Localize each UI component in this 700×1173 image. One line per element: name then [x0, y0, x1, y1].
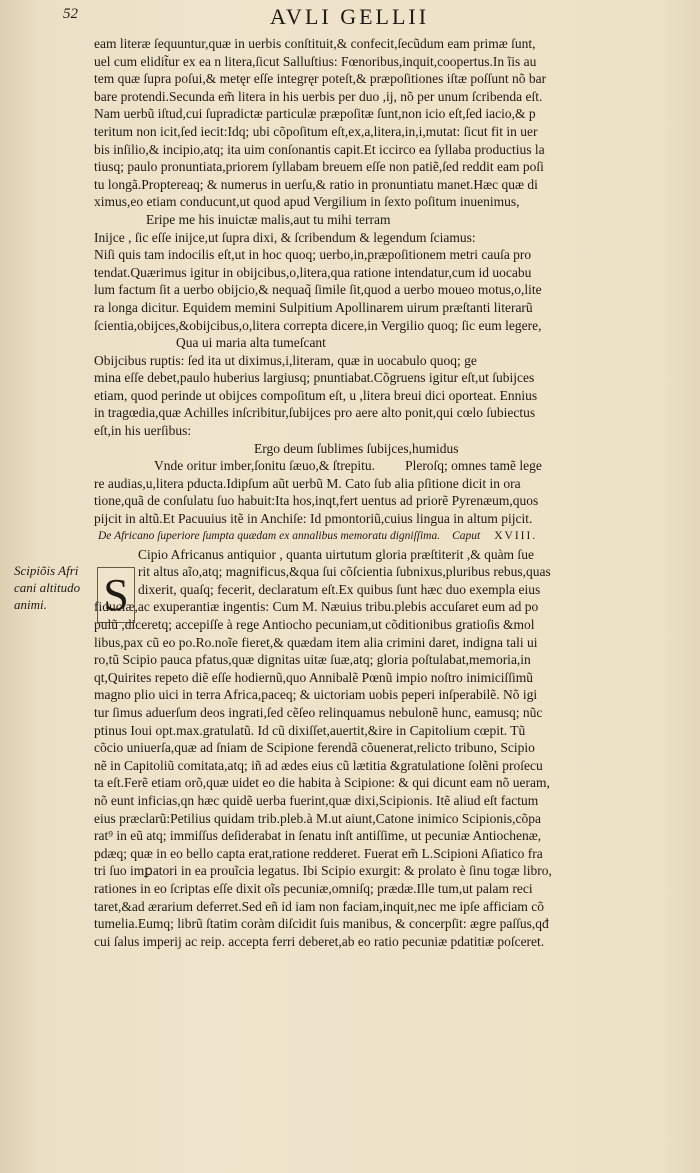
text-line: cõcio uniuerſa,quæ ad ſniam de Scipione ferendã cõuenerat,relicto tribuno, Scipio	[94, 740, 535, 756]
paragraph-f	[94, 598, 666, 950]
text-line: in tragœdia,quæ Achilles inſcribitur,ſubijces pro aere alto ponit,qui cœlo ſubiectus	[94, 405, 536, 421]
chapter-number: XVIII.	[494, 529, 538, 542]
text-line: tione,quã de conſulatu ſuo habuit:Ita hos,inqt,fert uentus ad priorẽ Pyrenæum,quos	[94, 493, 539, 509]
chapter-title: De Africano ſuperiore ſumpta quædam ex annalibus memoratu digniſſima.	[98, 529, 441, 542]
page-number: 52	[63, 6, 78, 22]
text-line: eam literæ ſequuntur,quæ in uerbis conſtituit,& confecit,ſecũdum eam primæ ſunt,	[94, 36, 536, 51]
text-line: dixerit, quaſq; fecerit, declaratum eſt.Ex quibus ſunt hæc duo exempla eius	[138, 581, 541, 597]
text-line: tri ſuo imꝑatori in ea prouĩcia legatus. Ibi Scipio exurgit: & prolato è ſinu togæ libro,	[94, 863, 552, 879]
verse-line	[94, 457, 666, 475]
text-line: nõ eunt inficias,qn hæc quidẽ uerba fuerint,quæ dixi,Scipionis. Itẽ aliud eſt factum	[94, 792, 539, 808]
drop-cap-letter: S	[103, 569, 129, 620]
verse-line: Eripe me his inuictæ malis,aut tu mihi terram	[146, 211, 391, 227]
text-line: Cipio Africanus antiquior , quanta uirtutum gloria præſtiterit ,& quàm ſue	[138, 546, 534, 562]
text-line: libus,pax cũ eo po.Ro.noĩe fieret,& quædam item alia crimini daret, indigna tali ui	[94, 634, 538, 650]
running-head: AVLI GELLII	[270, 4, 430, 29]
margin-note-line: Scipiõis Afri	[14, 563, 79, 578]
text-line: lum factum ſit a uerbo obijcio,& nequaq̃ ſimile ſit,quod a uerbo moueo motus,o,lite	[94, 282, 542, 298]
text-line: tu longã.Proptereaq; & numerus in uerſu,& ratio in pronuntiatu manet.Hæc quæ di	[94, 176, 538, 192]
margin-note-line: cani altitudo	[14, 580, 81, 595]
text-line: cui ſalus imperij ac reip. accepta ferri deberet,ab eo ratio pecuniæ pdatitiæ poſceret.	[94, 933, 545, 949]
text-line: tiusq; paulo pronuntiata,priorem ſyllabam breuem eſſe non patiẽ,ſed reddit eam poſi	[94, 159, 544, 175]
text-line: ptinus Ioui opt.max.gratulatũ. Id cũ dixiſſet,auertit,&ire in Capitolium cœpit. Tũ	[94, 722, 526, 738]
text-line: pijcit in altũ.Et Pacuuius itẽ in Anchiſe: Id pmontoriũ,cuius lingua in altum pijcit.	[94, 511, 533, 527]
verse-continuation: Pleroſq; omnes tamẽ lege	[405, 458, 542, 474]
text-line: tur ſimus aduerſum deos ingrati,ſed cẽſeo relinquamus nebulonẽ hunc, eamusq; nũc	[94, 704, 543, 720]
text-line: re audias,u,litera pducta.Idipſum aũt uerbũ M. Cato ſub alia pſitione dicit in ora	[94, 475, 521, 491]
text-line: taret,&ad ærarium deferret.Sed eñ id iam non faciam,inquit,nec me ipſe afficiam cõ	[94, 898, 544, 914]
text-line: uel cum elidit̃ur ex ea n litera,ſicut Salluſtius: Fœnoribus,inquit,coopertus.In ĩis au	[94, 53, 537, 69]
text-line: teritum non icit,ſed iecit:Idq; ubi cõpoſitum eſt,ex,a,litera,in,i,mutat: ſicut fit in uer	[94, 123, 538, 139]
text-line: fiduciæ,ac exuperantiæ ingentis: Cum M. Næuius tribu.plebis accuſaret eum ad po	[94, 599, 539, 615]
text-line: magno plio uici in terra Africa,paceq; & uictoriam uobis peperi inſperabilẽ. Nõ igi	[94, 687, 538, 703]
text-line: ſcientia,obijces,&obijcibus,o,litera correpta dicere,in Vergilio quoq; ſic eum legere,	[94, 317, 542, 333]
text-line: eſt,in his uerſibus:	[94, 423, 192, 439]
main-text	[94, 35, 666, 950]
text-line: ra longa dicitur. Equidem memini Sulpitium Apollinarem uirum præſtanti literarũ	[94, 299, 533, 315]
text-line: Nam uerbũ iſtud,cui ſupradictæ particulæ præpoſitæ ſunt,non icio eſt,ſed iacio,& p	[94, 106, 536, 122]
text-line: etiam, quod perinde ut obijces compoſitum eſt, u ,litera breui dici oporteat. Ennius	[94, 387, 538, 403]
text-line: bare protendi.Secunda em̃ litera in his uerbis per duo ,ij, nõ per unum ſcribenda eſt.	[94, 88, 543, 104]
text-line: rat⁹ in eũ atq; immiſſus deſiderabat in ſenatu inſt antiſſime, ut pecuniæ Antiochenæ,	[94, 828, 542, 844]
chapter-caput: Caput	[452, 529, 481, 542]
paragraph-e	[94, 546, 666, 599]
text-line: tumelia.Eumq; librũ ſtatim coràm diſcidit ſuis manibus, & concerpſit: ægre paſſus,qđ	[94, 916, 549, 932]
paragraph-a	[94, 35, 666, 211]
text-line: tem quæ ſupra poſui,& metęr eſſe integręr poteſt,& præpoſitiones iſtæ poſſunt nõ bar	[94, 71, 547, 87]
verse-line	[94, 440, 666, 458]
margin-note-line: animi.	[14, 597, 47, 612]
text-line: bis inſilio,& incipio,atq; ita uim conſonantis capit.Et iccirco ea ſyllaba productius la	[94, 141, 545, 157]
text-line: eius præclarũ:Petilius quidam trib.pleb.à M.ut aiunt,Catone inimico Scipionis,cõpa	[94, 810, 541, 826]
text-line: nẽ in Capitoliũ comitata,atq; iñ ad ædes eius cũ lætitia &gratulatione ſolẽni proſecu	[94, 757, 543, 773]
chapter-heading	[94, 528, 666, 546]
verse-inline: Ergo deum ſublimes ſubijces,humidus	[254, 440, 459, 456]
text-line: ta eſt.Ferẽ etiam orõ,quæ uidet eo die habita à Scipione: & qui dicunt eam nõ ueram,	[94, 775, 550, 791]
text-line: ximus,eo etiam conducunt,ut quod apud Vergilium in ſexto poſitum inuenimus,	[94, 194, 520, 210]
verse-line: Qua ui maria alta tumeſcant	[176, 335, 326, 351]
paragraph-b	[94, 229, 666, 335]
text-line: pdæq; quæ in eo bello capta erat,ratione redderet. Fuerat em̃ L.Scipioni Aſiatico fra	[94, 845, 543, 861]
text-line: tendat.Quærimus igitur in obijcibus,o,litera,qua ratione intendatur,cum id uocabu	[94, 264, 532, 280]
text-line: pulũ ,diceretq; accepiſſe à rege Antiocho pecuniam,ut cõditionibus gratioſis &mol	[94, 617, 535, 632]
text-line: ro,tũ Scipio pauca pfatus,quæ dignitas uitæ ſuæ,atq; gloria poſtulabat,memoria,in	[94, 652, 531, 668]
text-line: Obijcibus ruptis: ſed ita ut diximus,i,literam, quæ in uocabulo quoq; ge	[94, 352, 477, 368]
text-line: mina eſſe debet,paulo huberius largiusq; pnuntiabat.Cõgruens igitur eſt,ut ſubijces	[94, 370, 535, 386]
paragraph-d	[94, 475, 666, 528]
text-line: rationes in eo ſcriptas eſſe dixit oĩs pecuniæ,omniſq; prædæ.Ille tum,ut palam reci	[94, 880, 533, 896]
text-line: Inijce , ſic eſſe inijce,ut ſupra dixi, & ſcribendum & legendum ſciamus:	[94, 229, 476, 245]
paragraph-c	[94, 352, 666, 440]
text-line: Niſi quis tam indocilis eſt,ut in hoc quoq; uerbo,in,præpoſitionem metri cauſa pro	[94, 247, 532, 263]
margin-note	[14, 562, 86, 613]
text-line: qt,Quirites repeto diẽ eſſe hodiernũ,quo Annibalẽ Pœnũ impio noſtro inimiciſſimũ	[94, 669, 534, 685]
text-line: rit altus aĩo,atq; magnificus,&qua ſui cõſcientia ſubnixus,pluribus rebus,quas	[138, 564, 551, 580]
verse-text: Vnde oritur imber,ſonitu ſæuo,& ſtrepitu.	[154, 458, 376, 474]
